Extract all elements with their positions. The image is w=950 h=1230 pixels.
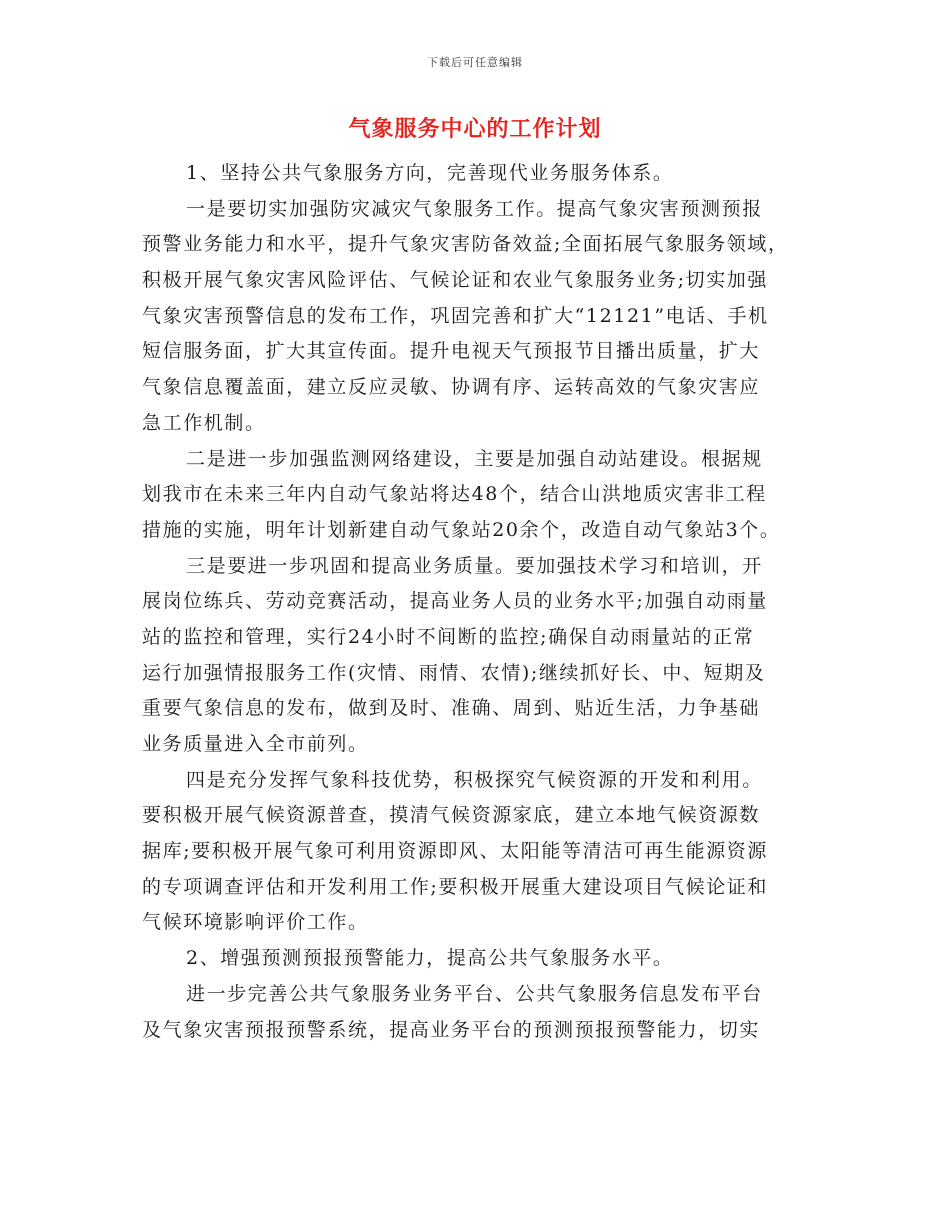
text-line: 一是要切实加强防灾减灾气象服务工作。提高气象灾害预测预报 — [186, 197, 763, 220]
text-line: 二是进一步加强监测网络建设，主要是加强自动站建设。根据规 — [186, 447, 763, 470]
text-line: 重要气象信息的发布，做到及时、准确、周到、贴近生活，力争基础 — [142, 697, 761, 720]
text-line: 要积极开展气候资源普查，摸清气候资源家底，建立本地气候资源数 — [142, 804, 761, 827]
text-line: 的专项调查评估和开发利用工作;要积极开展重大建设项目气候论证和 — [142, 875, 769, 898]
text-line: 措施的实施，明年计划新建自动气象站20余个，改造自动气象站3个。 — [142, 518, 781, 541]
text-line: 展岗位练兵、劳动竞赛活动，提高业务人员的业务水平;加强自动雨量 — [142, 590, 769, 613]
text-line: 运行加强情报服务工作(灾情、雨情、农情);继续抓好长、中、短期及 — [142, 661, 766, 684]
text-line: 三是要进一步巩固和提高业务质量。要加强技术学习和培训，开 — [186, 554, 763, 577]
text-line: 站的监控和管理，实行24小时不间断的监控;确保自动雨量站的正常 — [142, 625, 755, 648]
text-line: 四是充分发挥气象科技优势，积极探究气候资源的开发和利用。 — [186, 768, 763, 791]
text-line: 急工作机制。 — [142, 411, 266, 434]
document-body — [142, 156, 808, 1048]
text-line: 短信服务面，扩大其宣传面。提升电视天气预报节目播出质量，扩大 — [142, 340, 761, 363]
text-line: 1、坚持公共气象服务方向，完善现代业务服务体系。 — [186, 162, 674, 184]
text-line: 进一步完善公共气象服务业务平台、公共气象服务信息发布平台 — [186, 982, 763, 1005]
text-line: 2、增强预测预报预警能力，提高公共气象服务水平。 — [186, 947, 674, 970]
text-line: 据库;要积极开展气象可利用资源即风、太阳能等清洁可再生能源资源 — [142, 840, 769, 863]
text-line: 划我市在未来三年内自动气象站将达48个，结合山洪地质灾害非工程 — [142, 483, 767, 506]
text-line: 业务质量进入全市前列。 — [142, 733, 369, 755]
text-line: 及气象灾害预报预警系统，提高业务平台的预测预报预警能力，切实 — [142, 1018, 761, 1041]
text-line: 气候环境影响评价工作。 — [142, 911, 369, 934]
document-title: 气象服务中心的工作计划 — [348, 116, 602, 142]
text-line: 气象灾害预警信息的发布工作，巩固完善和扩大“12121”电话、手机 — [142, 304, 769, 327]
text-line: 预警业务能力和水平，提升气象灾害防备效益;全面拓展气象服务领域， — [142, 233, 789, 256]
text-line: 积极开展气象灾害风险评估、气候论证和农业气象服务业务;切实加强 — [142, 269, 769, 292]
header-note: 下载后可任意编辑 — [427, 56, 523, 69]
text-line: 气象信息覆盖面，建立反应灵敏、协调有序、运转高效的气象灾害应 — [142, 376, 761, 399]
